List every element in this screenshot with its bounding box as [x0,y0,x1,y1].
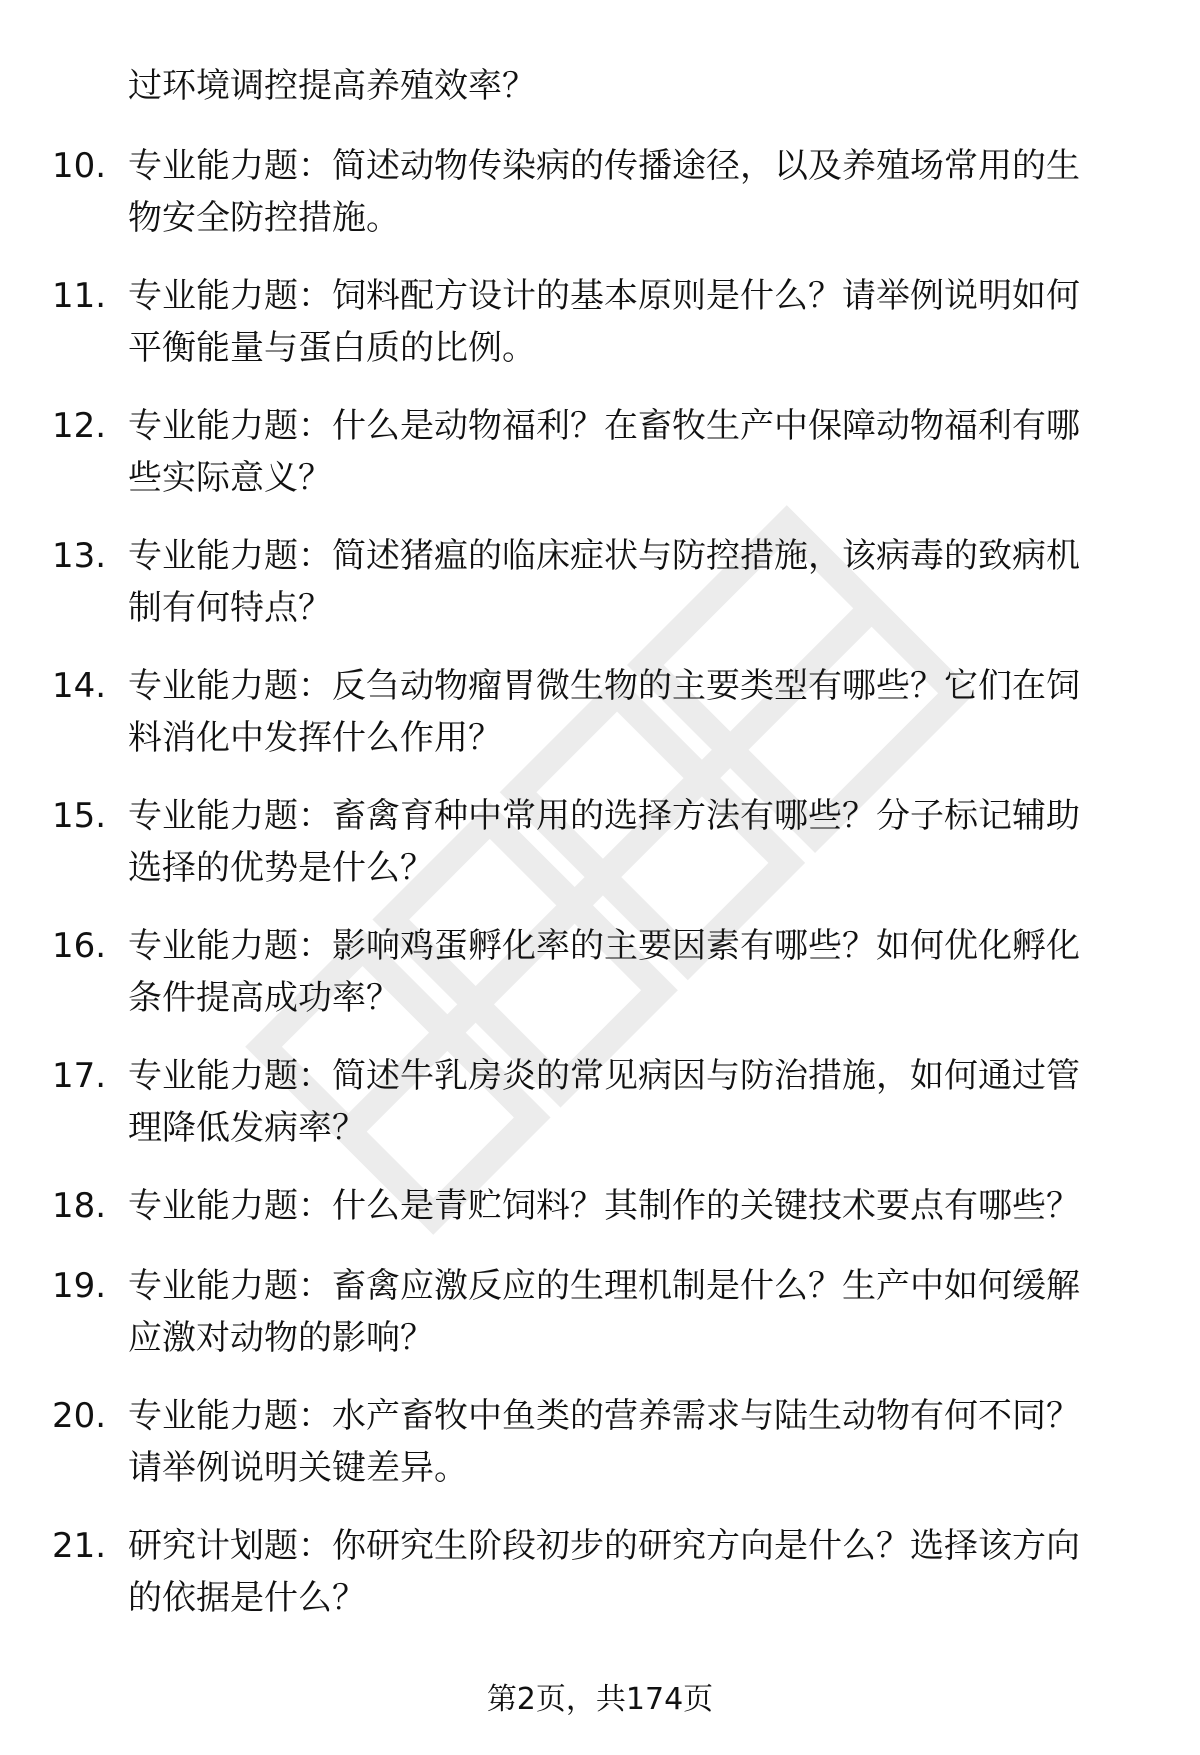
question-line: 专业能力题：简述猪瘟的临床症状与防控措施，该病毒的致病机 [128,536,1080,576]
question-item [0,400,1200,530]
question-text [128,1520,1138,1624]
question-line: 专业能力题：什么是动物福利？在畜牧生产中保障动物福利有哪 [128,406,1080,446]
question-number: 10. [52,146,107,186]
question-item [0,1520,1200,1650]
question-text [128,660,1138,764]
question-number: 18. [52,1186,107,1226]
question-text [128,1260,1138,1364]
question-line: 专业能力题：水产畜牧中鱼类的营养需求与陆生动物有何不同？ [128,1396,1080,1436]
page-footer: 第2页，共174页 [486,1682,714,1717]
question-number: 12. [52,406,107,446]
question-text [128,1180,1138,1232]
question-number: 21. [52,1526,107,1566]
question-line: 料消化中发挥什么作用？ [128,718,502,758]
question-text [128,400,1138,504]
question-text [128,1050,1138,1154]
question-text [128,530,1138,634]
question-item [0,790,1200,920]
question-line: 研究计划题：你研究生阶段初步的研究方向是什么？选择该方向 [128,1526,1080,1566]
question-number: 11. [52,276,107,316]
question-item [0,140,1200,270]
question-item [0,270,1200,400]
question-text [128,1390,1138,1494]
question-line: 物安全防控措施。 [128,198,400,238]
question-line: 平衡能量与蛋白质的比例。 [128,328,536,368]
question-text [128,140,1138,244]
question-list [0,140,1200,1650]
question-line: 制有何特点？ [128,588,332,628]
question-line: 专业能力题：影响鸡蛋孵化率的主要因素有哪些？如何优化孵化 [128,926,1080,966]
question-number: 16. [52,926,107,966]
question-item [0,1390,1200,1520]
question-line: 条件提高成功率？ [128,978,400,1018]
question-line: 请举例说明关键差异。 [128,1448,468,1488]
question-item [0,1180,1200,1260]
question-text [128,920,1138,1024]
question-item [0,660,1200,790]
question-item [0,920,1200,1050]
question-line: 选择的优势是什么？ [128,848,434,888]
question-line: 理降低发病率？ [128,1108,366,1148]
question-line: 专业能力题：反刍动物瘤胃微生物的主要类型有哪些？它们在饲 [128,666,1080,706]
question-number: 20. [52,1396,107,1436]
question-line: 专业能力题：什么是青贮饲料？其制作的关键技术要点有哪些？ [128,1186,1080,1226]
question-number: 13. [52,536,107,576]
question-number: 15. [52,796,107,836]
question-item [0,530,1200,660]
question-number: 19. [52,1266,107,1306]
question-text [128,270,1138,374]
question-line: 专业能力题：简述牛乳房炎的常见病因与防治措施，如何通过管 [128,1056,1080,1096]
question-number: 14. [52,666,107,706]
continuation-text: 过环境调控提高养殖效率？ [128,66,536,106]
question-line: 专业能力题：简述动物传染病的传播途径，以及养殖场常用的生 [128,146,1080,186]
question-line: 专业能力题：饲料配方设计的基本原则是什么？请举例说明如何 [128,276,1080,316]
question-line: 专业能力题：畜禽应激反应的生理机制是什么？生产中如何缓解 [128,1266,1080,1306]
question-line: 应激对动物的影响？ [128,1318,434,1358]
question-line: 些实际意义？ [128,458,332,498]
question-item [0,1260,1200,1390]
question-number: 17. [52,1056,107,1096]
question-text [128,790,1138,894]
question-line: 的依据是什么？ [128,1578,366,1618]
question-line: 专业能力题：畜禽育种中常用的选择方法有哪些？分子标记辅助 [128,796,1080,836]
question-item [0,1050,1200,1180]
